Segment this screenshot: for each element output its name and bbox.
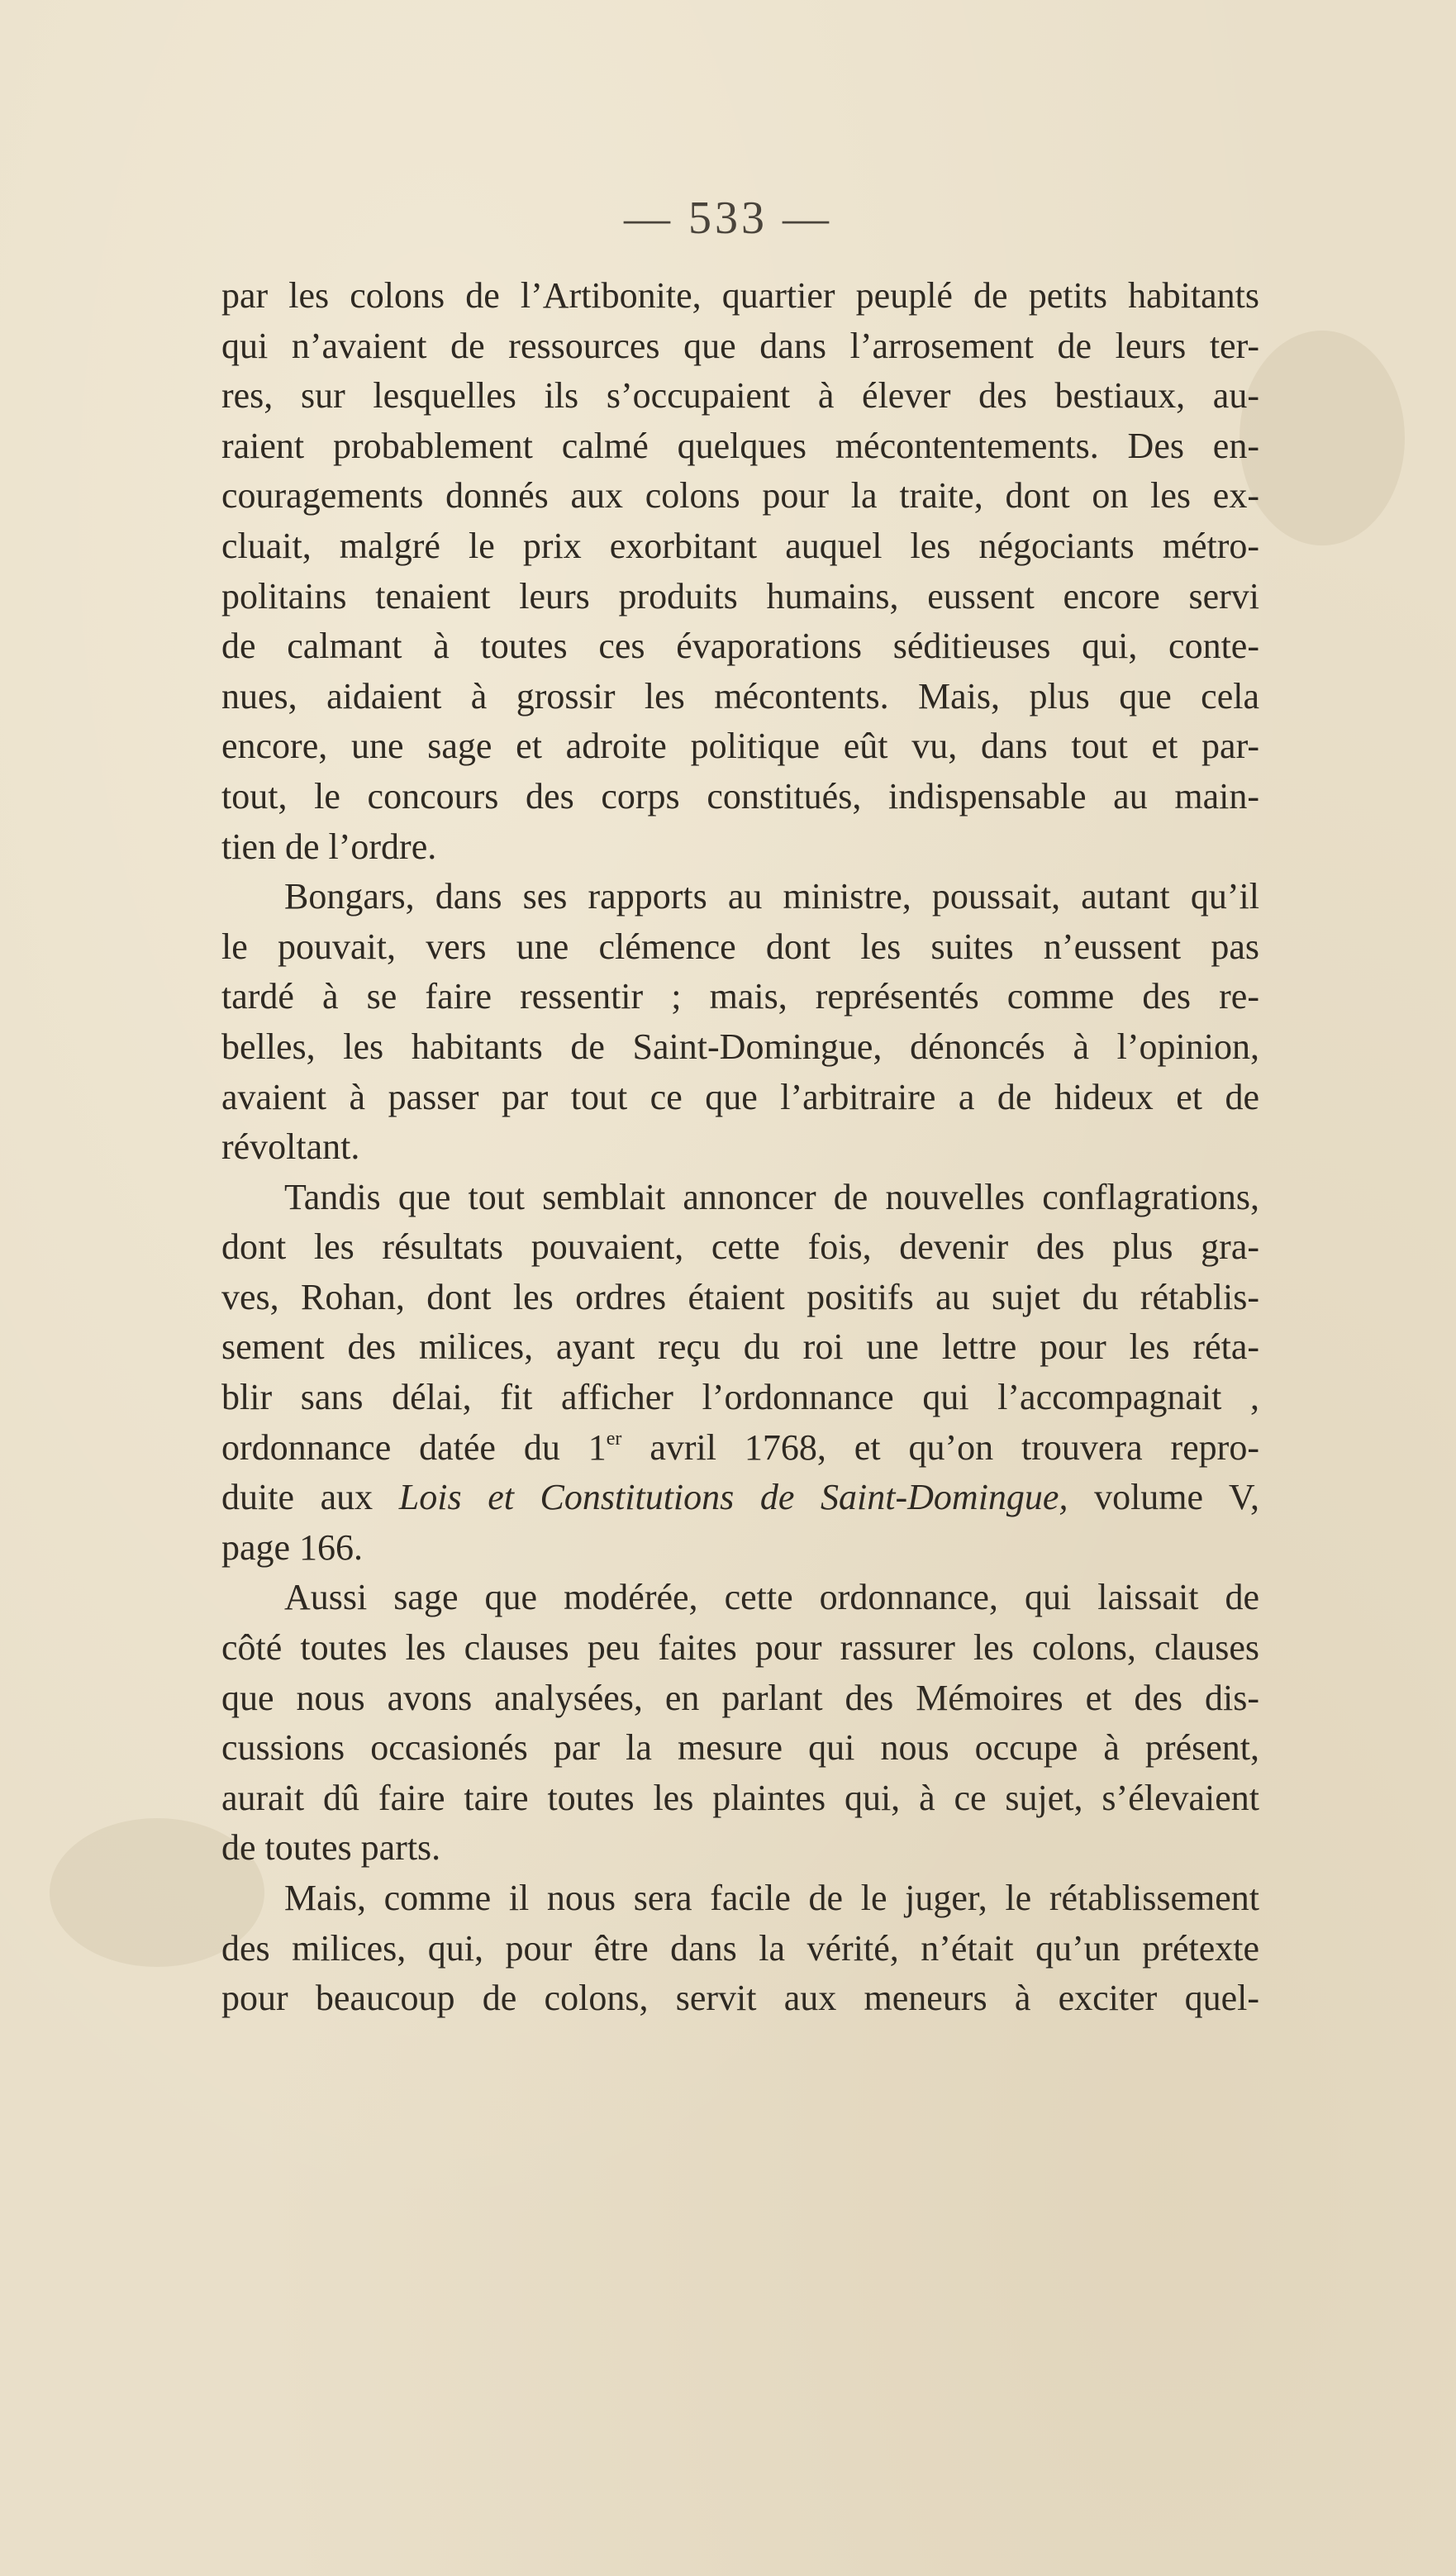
- book-citation-title: Lois et Constitutions de Saint-Domingue,: [398, 1477, 1068, 1518]
- text-line: dont les résultats pouvaient, cette fois, devenir des plus gra-: [221, 1226, 1259, 1268]
- text-line: raient probablement calmé quelques mécontentements. Des en-: [221, 425, 1259, 466]
- text-line: tardé à se faire ressentir ; mais, représentés comme des re-: [221, 976, 1259, 1017]
- text-line: aurait dû faire taire toutes les plaintes qui, à ce sujet, s’élevaient: [221, 1777, 1259, 1818]
- text-line: par les colons de l’Artibonite, quartier peuplé de petits habitants: [221, 275, 1259, 316]
- text-line: couragements donnés aux colons pour la traite, dont on les ex-: [221, 475, 1259, 517]
- text-line: encore, une sage et adroite politique eût vu, dans tout et par-: [221, 726, 1259, 767]
- text-line: politains tenaient leurs produits humains, eussent encore servi: [221, 575, 1259, 617]
- text-line: pour beaucoup de colons, servit aux meneurs à exciter quel-: [221, 1978, 1259, 2019]
- text-line: de toutes parts.: [221, 1827, 441, 1869]
- text-line: des milices, qui, pour être dans la vérité, n’était qu’un prétexte: [221, 1927, 1259, 1969]
- paper-stain: [1240, 331, 1405, 545]
- text-line: cluait, malgré le prix exorbitant auquel les négociants métro-: [221, 525, 1259, 566]
- text-line: tien de l’ordre.: [221, 826, 437, 867]
- text-line: page 166.: [221, 1526, 364, 1568]
- text-line: duite aux Lois et Constitutions de Saint-Domingue, volume V,: [221, 1477, 1259, 1518]
- text-line: révoltant.: [221, 1126, 360, 1168]
- text-line: sement des milices, ayant reçu du roi une lettre pour les réta-: [221, 1326, 1259, 1368]
- page-number: — 533 —: [624, 193, 832, 244]
- text-line: nues, aidaient à grossir les mécontents. Mais, plus que cela: [221, 675, 1259, 717]
- text-line: belles, les habitants de Saint-Domingue, dénoncés à l’opinion,: [221, 1026, 1259, 1067]
- text-line: de calmant à toutes ces évaporations séditieuses qui, conte-: [221, 626, 1259, 667]
- text-line: qui n’avaient de ressources que dans l’arrosement de leurs ter-: [221, 325, 1259, 366]
- ordinal-superscript: er: [606, 1427, 622, 1450]
- body-text: [221, 271, 1259, 2024]
- text-line: ordonnance datée du 1er avril 1768, et qu’on trouvera repro-: [221, 1426, 1259, 1468]
- text-line: res, sur lesquelles ils s’occupaient à élever des bestiaux, au-: [221, 375, 1259, 417]
- text-line: avaient à passer par tout ce que l’arbitraire a de hideux et de: [221, 1076, 1259, 1117]
- paragraph-first-line: Mais, comme il nous sera facile de le juger, le rétablissement: [284, 1878, 1259, 1918]
- paragraph-first-line: Aussi sage que modérée, cette ordonnance, qui laissait de: [284, 1577, 1259, 1618]
- text-line: blir sans délai, fit afficher l’ordonnance qui l’accompagnait ,: [221, 1377, 1259, 1418]
- text-line: ves, Rohan, dont les ordres étaient positifs au sujet du rétablis-: [221, 1276, 1259, 1317]
- text-line: que nous avons analysées, en parlant des Mémoires et des dis-: [221, 1677, 1259, 1718]
- text-line: le pouvait, vers une clémence dont les suites n’eussent pas: [221, 926, 1259, 967]
- text-line: tout, le concours des corps constitués, indispensable au main-: [221, 775, 1259, 817]
- paragraph-first-line: Tandis que tout semblait annoncer de nouvelles conflagrations,: [284, 1176, 1259, 1217]
- paragraph-first-line: Bongars, dans ses rapports au ministre, poussait, autant qu’il: [284, 876, 1259, 917]
- text-line: cussions occasionés par la mesure qui nous occupe à présent,: [221, 1727, 1259, 1769]
- text-line: côté toutes les clauses peu faites pour rassurer les colons, clauses: [221, 1627, 1259, 1669]
